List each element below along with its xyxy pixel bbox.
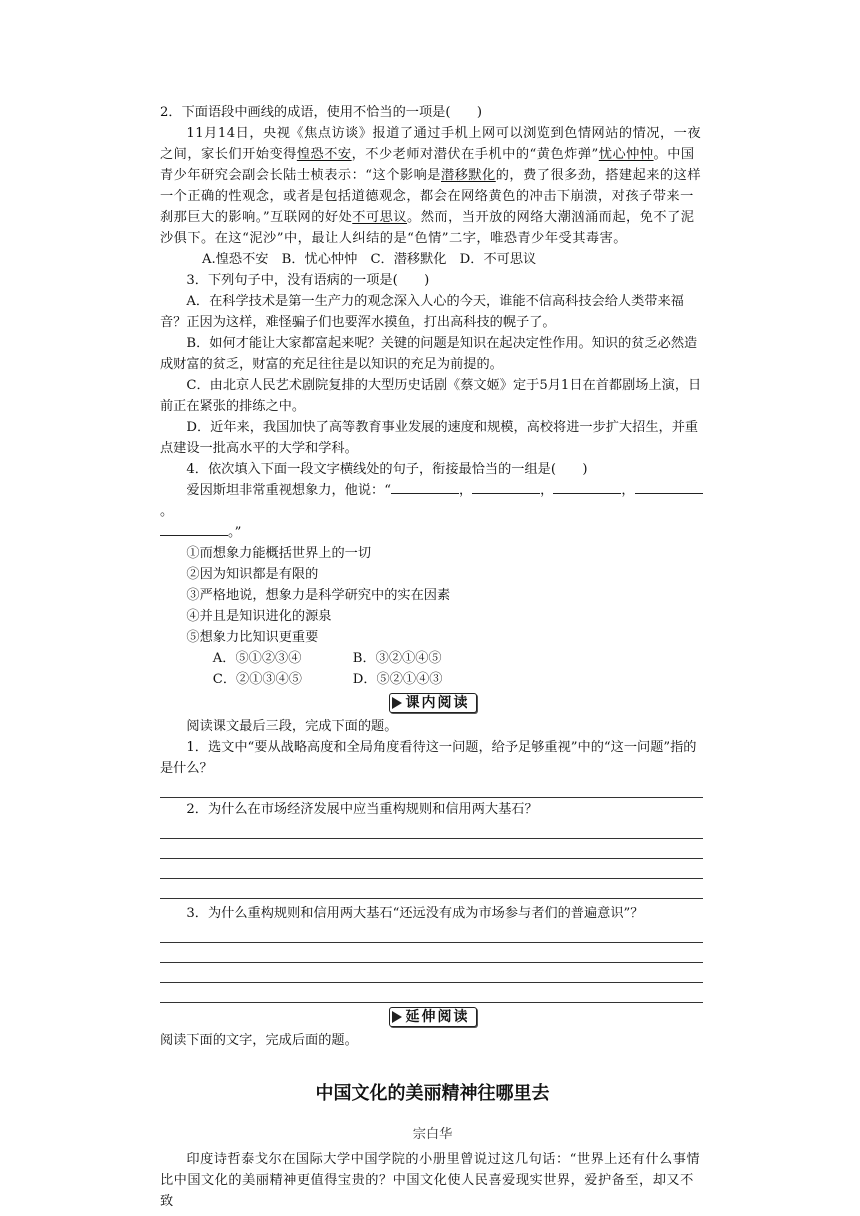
badge-label: 延伸阅读: [405, 1008, 470, 1025]
section-badge-extended: [160, 1004, 705, 1030]
punct: 。: [160, 504, 174, 519]
q4-option-d: D．⑤②①④③: [352, 672, 443, 687]
answer-line[interactable]: [160, 964, 703, 983]
passage-text: ，不少老师对潜伏在手机中的“黄色炸弹”: [351, 147, 599, 162]
q4-item: ④并且是知识进化的源泉: [186, 609, 332, 624]
q3-option-c: C．由北京人民艺术剧院复排的大型历史话剧《蔡文姬》定于5月1日在首都剧场上演，日前正在紧张的排练之中。: [160, 378, 702, 414]
q4-option-b: B．③②①④⑤: [352, 651, 442, 666]
punct: ，: [621, 483, 635, 498]
answer-line[interactable]: [160, 860, 703, 879]
q3-stem: 3．下列句子中，没有语病的一项是( ): [186, 273, 430, 288]
fill-blank[interactable]: [472, 481, 540, 494]
q4-options-row: [160, 669, 705, 690]
q2-stem: 2．下面语段中画线的成语，使用不恰当的一项是( ): [160, 105, 482, 120]
passage-text: 11月14日，央视《焦点访谈》报道了通过手机上网可以浏览到色情网站的情况，一夜之间，家长们开始变得: [160, 126, 702, 162]
passage-text: 的，费了很多劲，搭建起来的这样一个正确的性观念，或者是包括道德观念，都会在网络黄色的冲击下崩溃，对孩子带来一刹那巨大的影响。”互联网的好处: [160, 168, 702, 225]
fill-blank[interactable]: [160, 523, 228, 536]
q4-item: ⑤想象力比知识更重要: [186, 630, 319, 645]
q4-options-row: [160, 648, 705, 669]
section1-q3: 3．为什么重构规则和信用两大基石“还远没有成为市场参与者们的普遍意识”？: [186, 906, 644, 921]
article-title: 中国文化的美丽精神往哪里去: [315, 1083, 550, 1104]
section1-q2: 2．为什么在市场经济发展中应当重构规则和信用两大基石？: [186, 802, 538, 817]
answer-line[interactable]: [160, 779, 703, 798]
punct: 。”: [228, 525, 242, 540]
article-body: 印度诗哲泰戈尔在国际大学中国学院的小册里曾说过这几句话：“世界上还有什么事情比中国文化的美丽精神更值得宝贵的？中国文化使人民喜爱现实世界，爱护备至，却又不致: [160, 1152, 701, 1209]
underlined-idiom: 不可思议: [352, 210, 408, 225]
fill-blank[interactable]: [391, 481, 459, 494]
section1-intro: 阅读课文最后三段，完成下面的题。: [186, 719, 398, 734]
answer-line[interactable]: [160, 820, 703, 839]
fill-blank[interactable]: [635, 481, 703, 494]
q4-item: ③严格地说，想象力是科学研究中的实在因素: [186, 588, 451, 603]
q4-lead-text: 爱因斯坦非常重视想象力，他说：“: [186, 483, 391, 498]
q3-option-b: B．如何才能让大家都富起来呢？关键的问题是知识在起决定性作用。知识的贫乏必然造成财富的贫乏，财富的充足往往是以知识的充足为前提的。: [160, 336, 698, 372]
document-body: [160, 102, 705, 1212]
fill-blank[interactable]: [553, 481, 621, 494]
answer-line[interactable]: [160, 944, 703, 963]
section-badge: [389, 693, 477, 713]
passage-text: 。然而，当开放的网络大潮汹涌而起，免不了泥沙俱下。在这“泥沙”中，最让人纠结的是“色情”二字，唯恐青少年受其毒害。: [160, 210, 695, 246]
arrow-icon: [392, 1011, 402, 1023]
section-badge-in-class: [160, 690, 705, 716]
passage-text: 。中国青少年研究会副会长陆士桢表示：“这个影响是: [160, 147, 695, 183]
q2-passage: [160, 123, 705, 249]
q4-option-c: C．②①③④⑤: [212, 672, 302, 687]
answer-line[interactable]: [160, 880, 703, 899]
underlined-idiom: 忧心忡忡: [598, 147, 654, 162]
section-badge: [389, 1007, 477, 1027]
article-author: 宗白华: [412, 1127, 453, 1142]
underlined-idiom: 潜移默化: [441, 168, 496, 183]
section2-intro: 阅读下面的文字，完成后面的题。: [160, 1033, 358, 1048]
q4-item: ②因为知识都是有限的: [186, 567, 319, 582]
badge-label: 课内阅读: [405, 694, 470, 711]
answer-line[interactable]: [160, 984, 703, 1003]
q4-stem: 4．依次填入下面一段文字横线处的句子，衔接最恰当的一组是( ): [186, 462, 588, 477]
underlined-idiom: 惶恐不安: [296, 147, 352, 162]
punct: ，: [458, 483, 473, 498]
answer-line[interactable]: [160, 924, 703, 943]
q3-option-a: A．在科学技术是第一生产力的观念深入人心的今天，谁能不信高科技会给人类带来福音？正因为这样，难怪骗子们也要浑水摸鱼，打出高科技的幌子了。: [160, 294, 684, 330]
arrow-icon: [392, 697, 402, 709]
q4-lead: [160, 480, 705, 543]
punct: ，: [540, 483, 554, 498]
q4-item: ①而想象力能概括世界上的一切: [186, 546, 372, 561]
q4-option-a: A．⑤①②③④: [212, 651, 302, 666]
q2-options: A.惶恐不安 B．忧心忡忡 C．潜移默化 D．不可思议: [202, 252, 537, 267]
q3-option-d: D．近年来，我国加快了高等教育事业发展的速度和规模，高校将进一步扩大招生，并重点建设一批高水平的大学和学科。: [160, 420, 699, 456]
section1-q1: 1．选文中“要从战略高度和全局角度看待这一问题，给予足够重视”中的“这一问题”指的是什么？: [160, 740, 697, 776]
answer-line[interactable]: [160, 840, 703, 859]
